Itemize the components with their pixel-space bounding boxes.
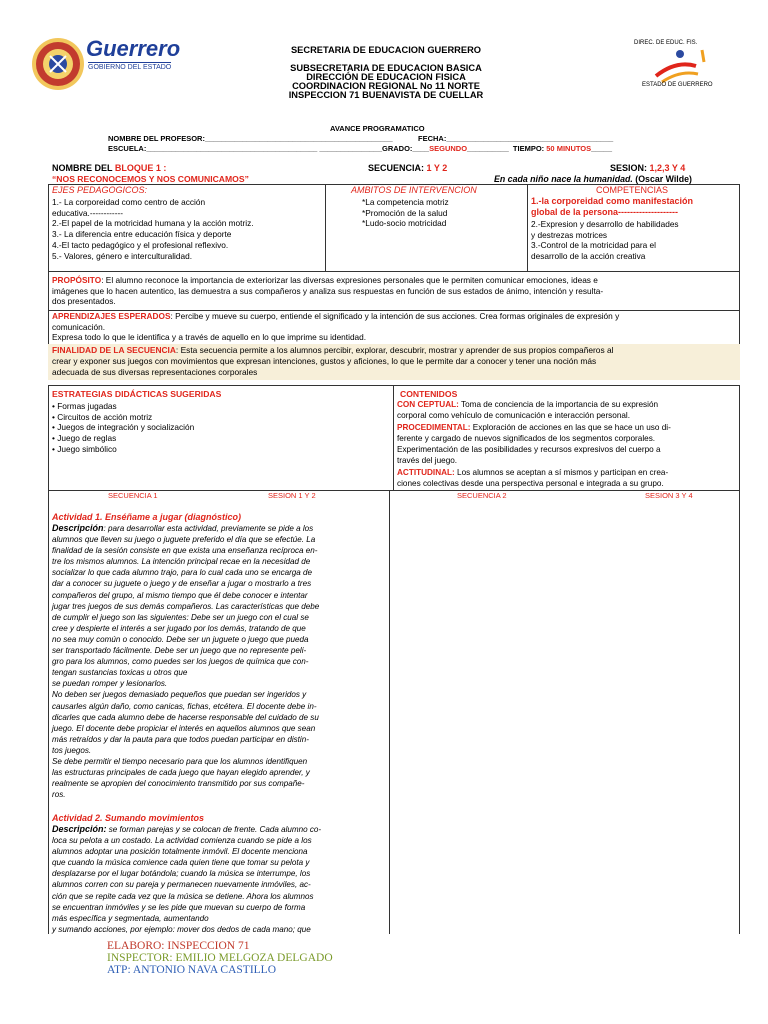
ejes-list [52, 197, 324, 261]
finalidad-line1: : Esta secuencia permite a los alumnos percibir, explorar, descubrir, mostrar y aprender de sus propios compañeros al [175, 345, 614, 355]
text-line: las estructuras principales de cada juego que hayan elegido aprender, y [52, 768, 310, 778]
procedimental-l1: Exploración de acciones en las que se hace un uso di- [470, 422, 671, 432]
text-line: tengan sustancias toxicas u otros que [52, 668, 188, 678]
logo-right-top: DIREC. DE EDUC. FIS. [634, 40, 698, 46]
escuela-grado-field [108, 144, 612, 153]
quote-line [494, 174, 692, 184]
conceptual-label: CON CEPTUAL: [397, 400, 459, 409]
logo-subtitle: GOBIERNO DEL ESTADO [88, 64, 172, 71]
text-line: dicarles que cada alumno debe de hacerse responsable del cuidado de su [52, 712, 319, 722]
list-item: 2.-Expresion y desarrollo de habilidades [531, 219, 679, 229]
footer-inspector: INSPECTOR: EMILIO MELGOZA DELGADO [107, 952, 333, 964]
header-line1: SECRETARIA DE EDUCACION GUERRERO [290, 45, 482, 55]
text-line: : para desarrollar esta actividad, previamente se pide a los [103, 524, 314, 533]
text-line: gro para los alumnos, como puedes ser los juegos de química que con- [52, 657, 309, 667]
bloque-value: BLOQUE 1 : [114, 163, 167, 173]
proposito-text [52, 275, 738, 307]
text-line: No deben ser juegos demasiado pequeños que puedan ser ingeridos y [52, 690, 307, 700]
list-item: *Ludo-socio motricidad [362, 218, 447, 229]
finalidad-line3: adecuada de sus diversas representaciones corporales [52, 367, 258, 378]
text-line: socializar lo que cada alumno trajo, para lo cual cada uno se encarga de [52, 568, 313, 578]
list-item: • Formas jugadas [52, 401, 117, 411]
ambitos-title: AMBITOS DE INTERVENCION [351, 185, 477, 195]
educacion-fisica-logo [632, 36, 722, 92]
actitudinal-l1: Los alumnos se aceptan a sí mismos y participan en crea- [454, 467, 669, 477]
list-item: 1.- La corporeidad como centro de acción [52, 197, 206, 207]
text-line: desplazarse por el lugar botándola; cuando la música se interrumpe, los [52, 869, 311, 879]
text-line: no sea muy común o conocido. Debe ser un juguete o juego que pueda [52, 634, 309, 644]
bloque-name: “NOS RECONOCEMOS Y NOS COMUNICAMOS” [52, 174, 249, 184]
header-line3: DIRECCIÓN DE EDUCACION FISICA [306, 72, 466, 82]
actividad1-desc-label: Descripción [52, 523, 104, 533]
contenidos-title: CONTENIDOS [400, 389, 458, 399]
text-line: realmente se apropien del conocimiento transmitido por sus compañe- [52, 779, 305, 789]
footer-atp: ATP: ANTONIO NAVA CASTILLO [107, 964, 277, 976]
text-line: y sumando acciones, por ejemplo: mover dos dedos de cada mano; que [52, 924, 311, 934]
text-line: más específica y segmentada, aumentando [52, 913, 209, 923]
tiempo-label: TIEMPO: [512, 144, 545, 153]
actitudinal-l2: ciones colectivas desde una perspectiva personal e integrada a su grupo. [397, 479, 664, 489]
text-line: causarles algún daño, como canicas, fichas, etcétera. El docente debe in- [52, 701, 317, 711]
list-item: desarrollo de la acción creativa [531, 251, 646, 262]
text-line: jugar tres juegos de sus demás compañeros. Las características que debe [52, 601, 320, 611]
quote-author: (Oscar Wilde) [635, 174, 692, 184]
proposito-line1: : El alumno reconoce la importancia de exteriorizar las diversas expresiones personales que le permiten comunicar emociones, ideas e [101, 275, 598, 285]
proposito-line3: dos presentados. [52, 296, 116, 307]
actividad1-text [52, 523, 386, 800]
competencia-1 [531, 196, 693, 218]
logo-title: Guerrero [86, 36, 181, 61]
actividad2-desc-label: Descripción: [52, 824, 107, 834]
estrategias-title: ESTRATEGIAS DIDÁCTICAS SUGERIDAS [52, 389, 222, 399]
text-line: se forman parejas y se colocan de frente. Cada alumno co- [106, 825, 322, 834]
profesor-field: NOMBRE DEL PROFESOR:_____________________________________________ [108, 134, 393, 143]
ejes-title: EJES PEDAGOGICOS: [52, 185, 148, 195]
text-line: juego. El docente debe propiciar el interés en aquellos alumnos que sean [52, 723, 316, 733]
estrategias-list [52, 401, 194, 455]
aprendizajes-line3: Expresa todo lo que le identifica y a través de aquello en lo que imprime su identidad. [52, 332, 367, 343]
secuencia-label: SECUENCIA: [368, 163, 425, 173]
text-line: se encuentran inmóviles y se les pide que muevan su cuerpo de forma [52, 902, 306, 912]
aprendizajes-label: APRENDIZAJES ESPERADOS [52, 311, 171, 321]
escuela-label: ESCUELA:_________________________________________ _______________GRADO:____ [108, 144, 430, 153]
aprendizajes-text [52, 311, 738, 343]
text-line: loca su pelota a un costado. La actividad comienza cuando se pide a los [52, 836, 312, 846]
tiempo-value: 50 MINUTOS [546, 144, 592, 153]
actitudinal-label: ACTITUDINAL: [397, 467, 455, 477]
text-line: ción que se repite cada vez que la música se detiene. Ahora los alumnos [52, 891, 314, 901]
text-line: finalidad de la sesión consiste en que exista una enseñanza recíproca en- [52, 546, 318, 556]
competencia-1-line1: 1.-la corporeidad como manifestación [531, 196, 694, 206]
procedimental-l4: través del juego. [397, 456, 458, 466]
form-title: AVANCE PROGRAMATICO [330, 124, 425, 133]
actividad2-text [52, 824, 386, 935]
seq-left-secuencia: SECUENCIA 1 [108, 491, 158, 500]
text-line: que cuando la música comience cada quien tiene que tomar su pelota y [52, 858, 310, 868]
text-line: ser transportado fácilmente. Debe ser un juego que no represente peli- [52, 646, 307, 656]
text-line: más retraídos y dar la pauta para que todos puedan participar en distin- [52, 734, 309, 744]
list-item: 5.- Valores, género e interculturalidad. [52, 250, 193, 261]
list-item: y destrezas motrices [531, 229, 608, 240]
finalidad-line2: crear y exponer sus juegos con movimientos que expresan intenciones, gustos y aficiones, lo que le permite dar a conocer y tener una noción más [52, 356, 597, 367]
text-line: ros. [52, 790, 66, 800]
conceptual-l1: Toma de conciencia de la importancia de su expresión [458, 400, 659, 409]
list-item: *La competencia motriz [362, 197, 449, 207]
list-item: • Juego de reglas [52, 433, 117, 444]
sesion-value: 1,2,3 Y 4 [649, 163, 686, 173]
text-line: se puedan romper y lesionarlos. [52, 679, 168, 689]
tiempo-tail: _____ [591, 144, 612, 153]
seq-right-sesion: SESION 3 Y 4 [645, 491, 693, 500]
fecha-field: FECHA:________________________________________ [418, 134, 614, 143]
text-line: alumnos adoptar una posición totalmente inmóvil. El docente menciona [52, 847, 308, 857]
list-item: *Promoción de la salud [362, 207, 448, 218]
list-item: • Circuitos de acción motriz [52, 411, 153, 422]
grado-value: SEGUNDO [429, 144, 468, 153]
footer-elaboro: ELABORO: INSPECCION 71 [107, 940, 250, 952]
aprendizajes-line1: : Percibe y mueve su cuerpo, entiende el significado y la intención de sus acciones. Crea formas originales de expresión y [170, 311, 620, 321]
competencia-1-line2: global de la persona-------------------- [531, 207, 678, 217]
text-line: de cumplir el juego son las siguientes: Debe ser un juego con el cual se [52, 612, 309, 622]
finalidad-text [52, 345, 738, 379]
proposito-line2: imágenes que lo hacen autentico, las demuestra a sus compañeros y analiza sus respuestas en función de sus estados de ánimo, intención y resulta- [52, 285, 604, 296]
grado-tail: __________ [467, 144, 509, 153]
athlete-icon [636, 46, 716, 86]
procedimental-label: PROCEDIMENTAL: [397, 422, 471, 432]
text-line: tos juegos. [52, 745, 92, 755]
text-line: alumnos corren con su pareja y permanecen nuevamente inmóviles, ac- [52, 880, 311, 890]
header-line5: INSPECCION 71 BUENAVISTA DE CUELLAR [288, 90, 484, 100]
procedimental-l3: Experimentación de las posibilidades y recursos expresivos del cuerpo a [397, 445, 661, 455]
actividad2-title: Actividad 2. Sumando movimientos [52, 813, 205, 823]
competencias-title: COMPETENCIAS [596, 185, 669, 195]
seq-left-sesion: SESION 1 Y 2 [268, 491, 316, 500]
header-line2: SUBSECRETARIA DE EDUCACION BASICA [290, 63, 482, 73]
list-item: 4.-El tacto pedagógico y el profesional reflexivo. [52, 239, 229, 250]
actividad1-title: Actividad 1. Enséñame a jugar (diagnóstico) [52, 512, 242, 522]
text-line: compañeros del grupo, al mismo tiempo que él debe conocer e intentar [52, 590, 308, 600]
bloque-label: NOMBRE DEL [52, 163, 113, 173]
proposito-label: PROPÓSITO [52, 275, 102, 285]
list-item: 3.-Control de la motricidad para el [531, 240, 656, 251]
sesion-line [610, 163, 685, 173]
procedimental-l2: ferente y cargado de nuevos significados de los segmentos corporales. [397, 433, 656, 443]
finalidad-label: FINALIDAD DE LA SECUENCIA [52, 345, 176, 355]
list-item: • Juego simbólico [52, 443, 117, 454]
list-item: • Juegos de integración y socialización [52, 422, 195, 433]
aprendizajes-line2: comunicación. [52, 321, 106, 332]
text-line: alumnos que lleven su juego o juguete preferido el día que se efectúe. La [52, 535, 316, 545]
competencias-list [531, 219, 679, 262]
list-item: educativa.------------ [52, 207, 123, 218]
secuencia-value: 1 Y 2 [426, 163, 448, 173]
list-item: 2.-El papel de la motricidad humana y la acción motriz. [52, 218, 254, 229]
text-line: Se debe permitir el tiempo necesario para que los alumnos identifiquen [52, 756, 308, 766]
contenidos-text [397, 399, 737, 489]
text-line: cree y despierte el interés a ser jugado por los demás, tratando de que [52, 623, 306, 633]
state-seal-icon [30, 36, 90, 92]
ambitos-list [362, 197, 449, 229]
text-line: tre los mismos alumnos. La intención principal recae en la necesidad de [52, 557, 311, 567]
logo-right-bottom: ESTADO DE GUERRERO [642, 82, 713, 88]
secuencia-line [368, 163, 447, 173]
seq-right-secuencia: SECUENCIA 2 [457, 491, 507, 500]
list-item: 3.- La diferencia entre educación física y deporte [52, 229, 232, 240]
text-line: dar a conocer su juguete o juego y de enseñar a jugar o mostrarlo a tres [52, 579, 312, 589]
sesion-label: SESION: [610, 163, 648, 173]
header-line4: COORDINACION REGIONAL No 11 NORTE [292, 81, 480, 91]
conceptual-l2: corporal como vehículo de comunicación e interacción personal. [397, 411, 631, 421]
bloque-line [52, 163, 166, 173]
quote-text: En cada niño nace la humanidad. [494, 174, 633, 184]
secuencia-right-column [389, 490, 740, 934]
